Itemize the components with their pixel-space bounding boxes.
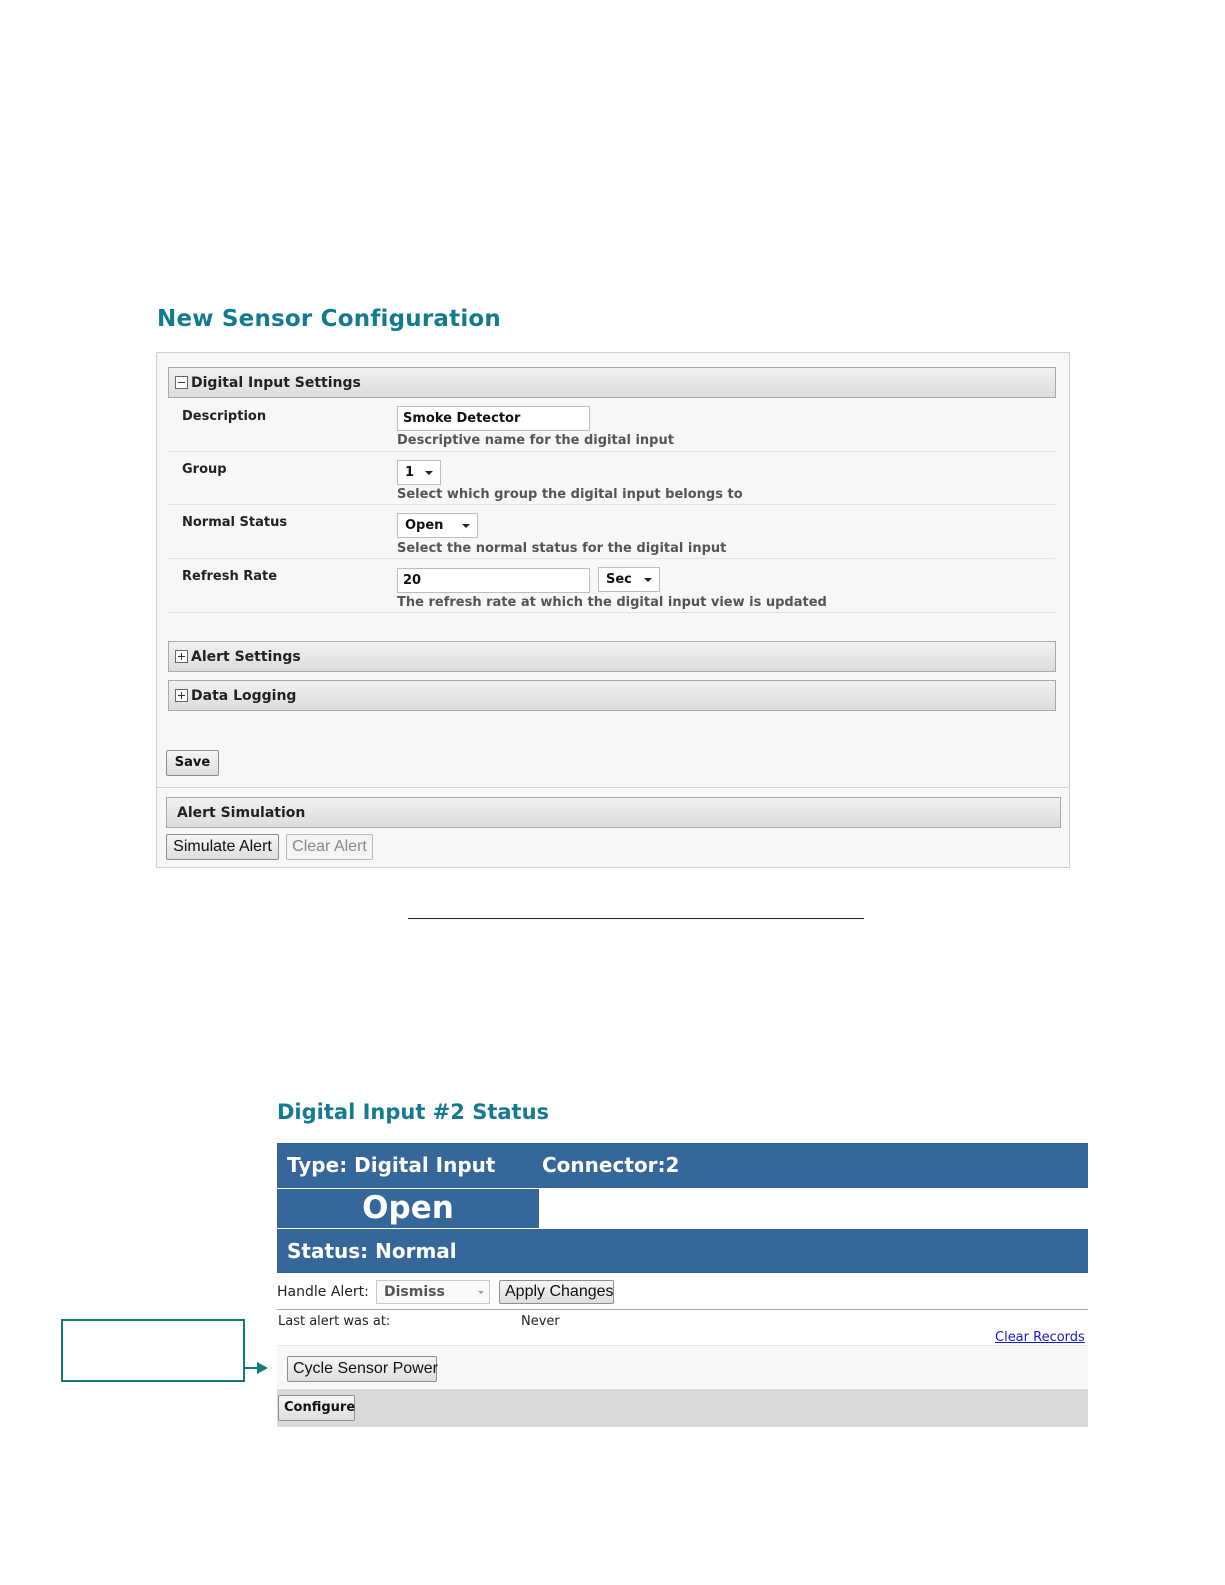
- type-text: Type: Digital Input: [287, 1153, 496, 1177]
- save-button[interactable]: Save: [166, 750, 219, 776]
- normal-status-select-value: Open: [405, 518, 444, 533]
- row-divider: [168, 451, 1055, 452]
- group-hint: Select which group the digital input belongs to: [397, 487, 743, 502]
- data-logging-header[interactable]: [168, 680, 1056, 711]
- status-title: Digital Input #2 Status: [277, 1100, 550, 1124]
- state-indicator: Open: [277, 1189, 539, 1228]
- normal-status-select[interactable]: [397, 513, 478, 538]
- expand-icon[interactable]: [175, 689, 188, 702]
- handle-alert-select[interactable]: [376, 1280, 490, 1304]
- normal-status-label: Normal Status: [182, 515, 288, 530]
- sensor-config-panel: [156, 352, 1070, 868]
- page-divider: [408, 918, 864, 919]
- alert-simulation-header: [166, 797, 1061, 828]
- configure-row: [277, 1389, 1088, 1427]
- alert-settings-header[interactable]: [168, 641, 1056, 672]
- row-divider: [168, 612, 1055, 613]
- handle-alert-label: Handle Alert:: [277, 1284, 369, 1300]
- clear-records-link[interactable]: Clear Records: [995, 1330, 1085, 1345]
- refresh-unit-value: Sec: [606, 572, 632, 587]
- normal-status-hint: Select the normal status for the digital input: [397, 541, 727, 556]
- status-bar: Status: Normal: [277, 1229, 1088, 1273]
- refresh-rate-input[interactable]: [397, 568, 590, 593]
- configure-button[interactable]: Configure: [278, 1395, 355, 1421]
- refresh-rate-hint: The refresh rate at which the digital input view is updated: [397, 595, 827, 610]
- description-label: Description: [182, 409, 267, 424]
- chevron-down-icon: [478, 1291, 484, 1294]
- cycle-sensor-power-button[interactable]: Cycle Sensor Power: [287, 1356, 437, 1382]
- arrow-right-icon: [257, 1362, 268, 1374]
- refresh-rate-label: Refresh Rate: [182, 569, 278, 584]
- page-title: New Sensor Configuration: [157, 306, 501, 332]
- panel-divider: [157, 787, 1069, 788]
- last-alert-label: Last alert was at:: [278, 1314, 391, 1329]
- section-title: Alert Simulation: [177, 804, 306, 821]
- clear-alert-button[interactable]: Clear Alert: [286, 834, 373, 860]
- description-hint: Descriptive name for the digital input: [397, 433, 674, 448]
- chevron-down-icon: [462, 524, 470, 528]
- chevron-down-icon: [644, 578, 652, 582]
- chevron-down-icon: [425, 471, 433, 475]
- group-select-value: 1: [405, 465, 415, 480]
- handle-alert-value: Dismiss: [384, 1284, 445, 1300]
- simulate-alert-button[interactable]: Simulate Alert: [166, 834, 279, 860]
- expand-icon[interactable]: [175, 650, 188, 663]
- type-bar: [277, 1143, 1088, 1188]
- callout-box: [61, 1319, 245, 1382]
- refresh-unit-select[interactable]: [598, 567, 660, 592]
- cycle-power-row: [277, 1345, 1088, 1388]
- row-divider: [168, 558, 1055, 559]
- section-title: Digital Input Settings: [191, 374, 361, 391]
- section-title: Alert Settings: [191, 648, 301, 665]
- section-title: Data Logging: [191, 687, 297, 704]
- collapse-icon[interactable]: [175, 376, 188, 389]
- row-divider: [168, 504, 1055, 505]
- connector-text: Connector:2: [542, 1153, 680, 1177]
- last-alert-value: Never: [521, 1314, 560, 1329]
- status-divider: [277, 1309, 1088, 1310]
- group-label: Group: [182, 462, 227, 477]
- group-select[interactable]: [397, 460, 441, 485]
- callout-arrow-line: [244, 1367, 258, 1369]
- digital-input-settings-header[interactable]: [168, 367, 1056, 398]
- description-input[interactable]: [397, 406, 590, 431]
- apply-changes-button[interactable]: Apply Changes: [499, 1280, 614, 1304]
